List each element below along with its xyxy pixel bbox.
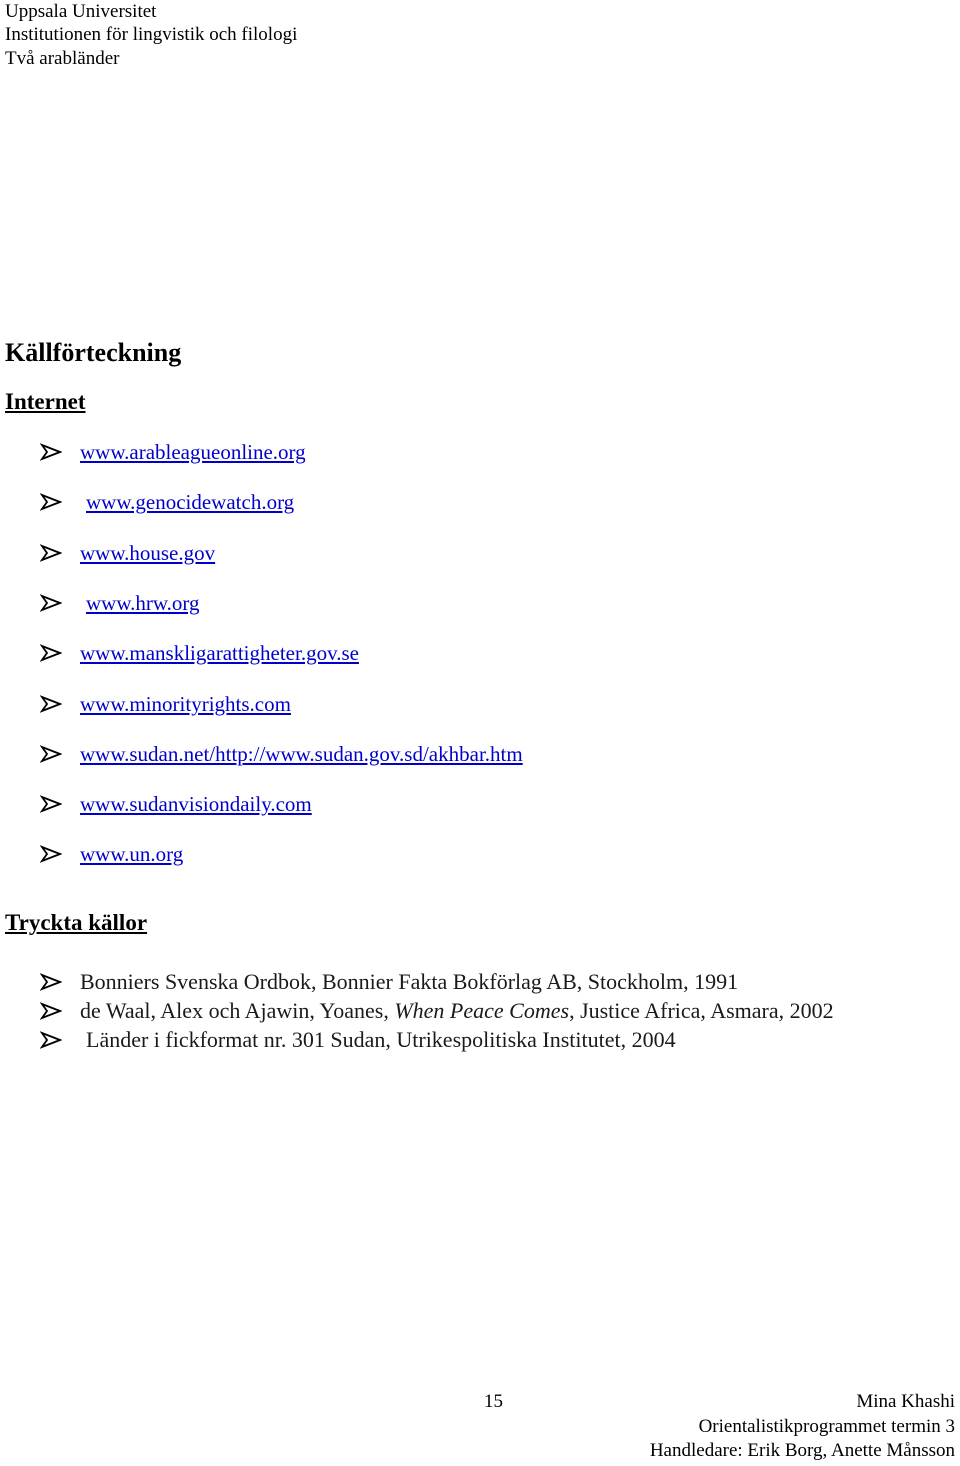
list-item — [40, 691, 291, 717]
source-link[interactable]: www.hrw.org — [86, 591, 200, 615]
source-link[interactable]: www.minorityrights.com — [80, 692, 291, 716]
arrow-bullet-icon — [40, 795, 62, 813]
section-heading-internet: Internet — [5, 389, 86, 414]
page-title: Källförteckning — [5, 338, 182, 367]
footer-supervisors: Handledare: Erik Borg, Anette Månsson — [649, 1440, 955, 1461]
list-item — [40, 1026, 676, 1054]
arrow-bullet-icon — [40, 1002, 62, 1020]
source-link[interactable]: www.house.gov — [80, 541, 216, 565]
arrow-bullet-icon — [40, 695, 62, 713]
list-item — [40, 590, 200, 616]
reference-text: Bonniers Svenska Ordbok, Bonnier Fakta Bokförlag AB, Stockholm, 1991 — [80, 969, 739, 994]
arrow-bullet-icon — [40, 845, 62, 863]
arrow-bullet-icon — [40, 745, 62, 763]
header-university: Uppsala Universitet — [5, 1, 157, 22]
header-paper-title: Två arabländer — [5, 48, 120, 69]
source-link[interactable]: www.arableagueonline.org — [80, 440, 306, 464]
list-item — [40, 741, 523, 767]
arrow-bullet-icon — [40, 594, 62, 612]
list-item — [40, 540, 215, 566]
reference-authors: de Waal, Alex och Ajawin, Yoanes, — [80, 998, 395, 1023]
arrow-bullet-icon — [40, 544, 62, 562]
reference-book-title: When Peace Comes — [394, 998, 570, 1023]
list-item — [40, 841, 183, 867]
reference-publisher: , Justice Africa, Asmara, 2002 — [569, 998, 834, 1023]
arrow-bullet-icon — [40, 1031, 62, 1049]
reference-text — [80, 997, 834, 1025]
source-link[interactable]: www.genocidewatch.org — [86, 490, 295, 514]
list-item — [40, 997, 834, 1025]
list-item — [40, 439, 306, 465]
header-institution: Institutionen för lingvistik och filologi — [5, 24, 298, 45]
arrow-bullet-icon — [40, 644, 62, 662]
list-item — [40, 791, 312, 817]
source-link[interactable]: www.sudan.net/http://www.sudan.gov.sd/akhbar.htm — [80, 742, 523, 766]
list-item — [40, 640, 359, 666]
arrow-bullet-icon — [40, 973, 62, 991]
reference-text: Länder i fickformat nr. 301 Sudan, Utrikespolitiska Institutet, 2004 — [86, 1027, 676, 1052]
source-link[interactable]: www.un.org — [80, 842, 184, 866]
arrow-bullet-icon — [40, 493, 62, 511]
page-number: 15 — [484, 1391, 503, 1412]
source-link[interactable]: www.manskligarattigheter.gov.se — [80, 641, 359, 665]
section-heading-printed: Tryckta källor — [5, 910, 148, 935]
source-link[interactable]: www.sudanvisiondaily.com — [80, 792, 312, 816]
arrow-bullet-icon — [40, 443, 62, 461]
footer-program: Orientalistikprogrammet termin 3 — [698, 1416, 955, 1437]
list-item — [40, 968, 738, 996]
footer-author: Mina Khashi — [856, 1391, 955, 1412]
list-item — [40, 489, 294, 515]
